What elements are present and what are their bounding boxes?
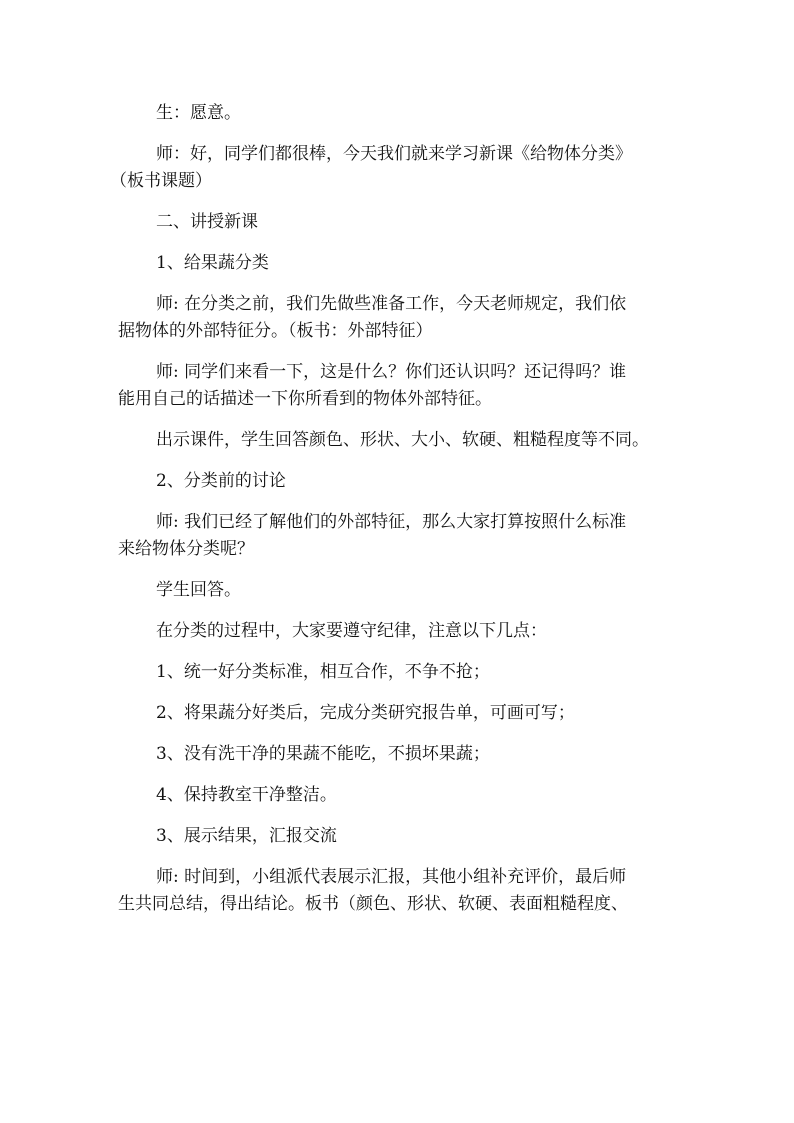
text-line: 来给物体分类呢？ xyxy=(118,539,254,559)
subsection-heading xyxy=(118,823,678,850)
text-line: 4、保持教室干净整洁。 xyxy=(156,785,337,805)
text-line: 师: 我们已经了解他们的外部特征，那么大家打算按照什么标准 xyxy=(156,512,627,532)
list-item xyxy=(118,782,678,809)
paragraph xyxy=(118,618,678,645)
text-line: 生：愿意。 xyxy=(156,103,241,123)
text-line: 师: 同学们来看一下，这是什么？你们还认识吗？还记得吗？谁 xyxy=(156,362,627,382)
paragraph xyxy=(118,427,678,454)
text-line: （板书课题） xyxy=(110,171,212,191)
text-line: 学生回答。 xyxy=(156,580,241,600)
text-line: 2、将果蔬分好类后，完成分类研究报告单，可画可写； xyxy=(156,703,575,723)
list-item xyxy=(118,700,678,727)
document-body xyxy=(110,100,678,932)
paragraph xyxy=(110,141,678,195)
text-line: 在分类的过程中，大家要遵守纪律，注意以下几点： xyxy=(156,621,547,641)
text-line: 二、讲授新课 xyxy=(156,212,258,232)
text-line: 师：好，同学们都很棒，今天我们就来学习新课《给物体分类》 xyxy=(156,144,632,164)
subsection-heading xyxy=(118,468,678,495)
list-item xyxy=(118,659,678,686)
text-line: 1、给果蔬分类 xyxy=(156,253,269,273)
paragraph xyxy=(118,359,678,413)
paragraph xyxy=(118,100,678,127)
section-heading xyxy=(118,209,678,236)
text-line: 生共同总结，得出结论。板书（颜色、形状、软硬、表面粗糙程度、 xyxy=(118,894,628,914)
text-line: 2、分类前的讨论 xyxy=(156,471,286,491)
text-line: 师: 时间到，小组派代表展示汇报，其他小组补充评价，最后师 xyxy=(156,867,627,887)
list-item xyxy=(118,741,678,768)
text-line: 1、统一好分类标准，相互合作，不争不抢； xyxy=(156,662,490,682)
text-line: 能用自己的话描述一下你所看到的物体外部特征。 xyxy=(118,389,492,409)
paragraph xyxy=(118,291,678,345)
text-line: 师: 在分类之前，我们先做些准备工作，今天老师规定，我们依 xyxy=(156,294,627,314)
paragraph xyxy=(118,864,678,918)
text-line: 据物体的外部特征分。（板书：外部特征） xyxy=(118,321,433,341)
text-line: 出示课件，学生回答颜色、形状、大小、软硬、粗糙程度等不同。 xyxy=(156,430,649,450)
text-line: 3、展示结果，汇报交流 xyxy=(156,826,337,846)
paragraph xyxy=(118,509,678,563)
subsection-heading xyxy=(118,250,678,277)
paragraph xyxy=(118,577,678,604)
text-line: 3、没有洗干净的果蔬不能吃，不损坏果蔬； xyxy=(156,744,490,764)
